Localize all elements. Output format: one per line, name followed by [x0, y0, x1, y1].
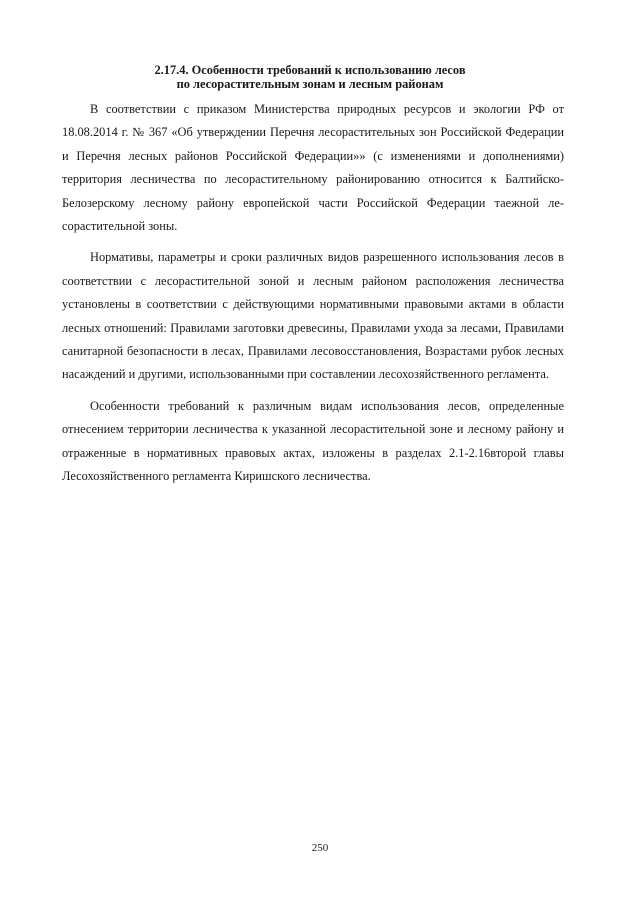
section-heading — [100, 63, 520, 91]
body-text — [62, 98, 564, 497]
paragraph-3: Особенности требований к различным видам использования лесов, определенные отнесением территории лесничества к указанной лесорастительной зоне и лесному району и отраженные в нормативных правовых актах, изложены в разделах 2.1-2.16второй главы Лесохозяйственного регламента Киришского лесничества. — [62, 398, 564, 484]
section-heading-line-1: 2.17.4. Особенности требований к использованию лесов — [154, 63, 466, 77]
paragraph-1: В соответствии с приказом Министерства природных ресурсов и экологии РФ от 18.08.2014 г. № 367 «Об утверждении Перечня лесорастительных зон Российской Федерации и Перечня лесных районов Российской Федерации»» (с изменениями и дополнениями) территория лесничества по лесорастительному районированию относится к Балтийско-Белозерскому лесному району европейской части Российской Федерации таежной лесорастительной зоны. — [62, 102, 564, 234]
paragraph-2: Нормативы, параметры и сроки различных видов разрешенного использования лесов в соответствии с лесорастительной зоной и лесным районом расположения лесничества установлены в соответствии с действующими нормативными правовыми актами в области лесных отношений: Правилами заготовки древесины, Правилами ухода за лесами, Правилами санитарной безопасности в лесах, Правилами лесовосстановления, Возрастами рубок лесных насаждений и другими, использованными при составлении лесохозяйственного регламента. — [62, 250, 564, 382]
section-heading-line-2: по лесорастительным зонам и лесным районам — [176, 77, 444, 91]
page-number: 250 — [311, 842, 329, 854]
